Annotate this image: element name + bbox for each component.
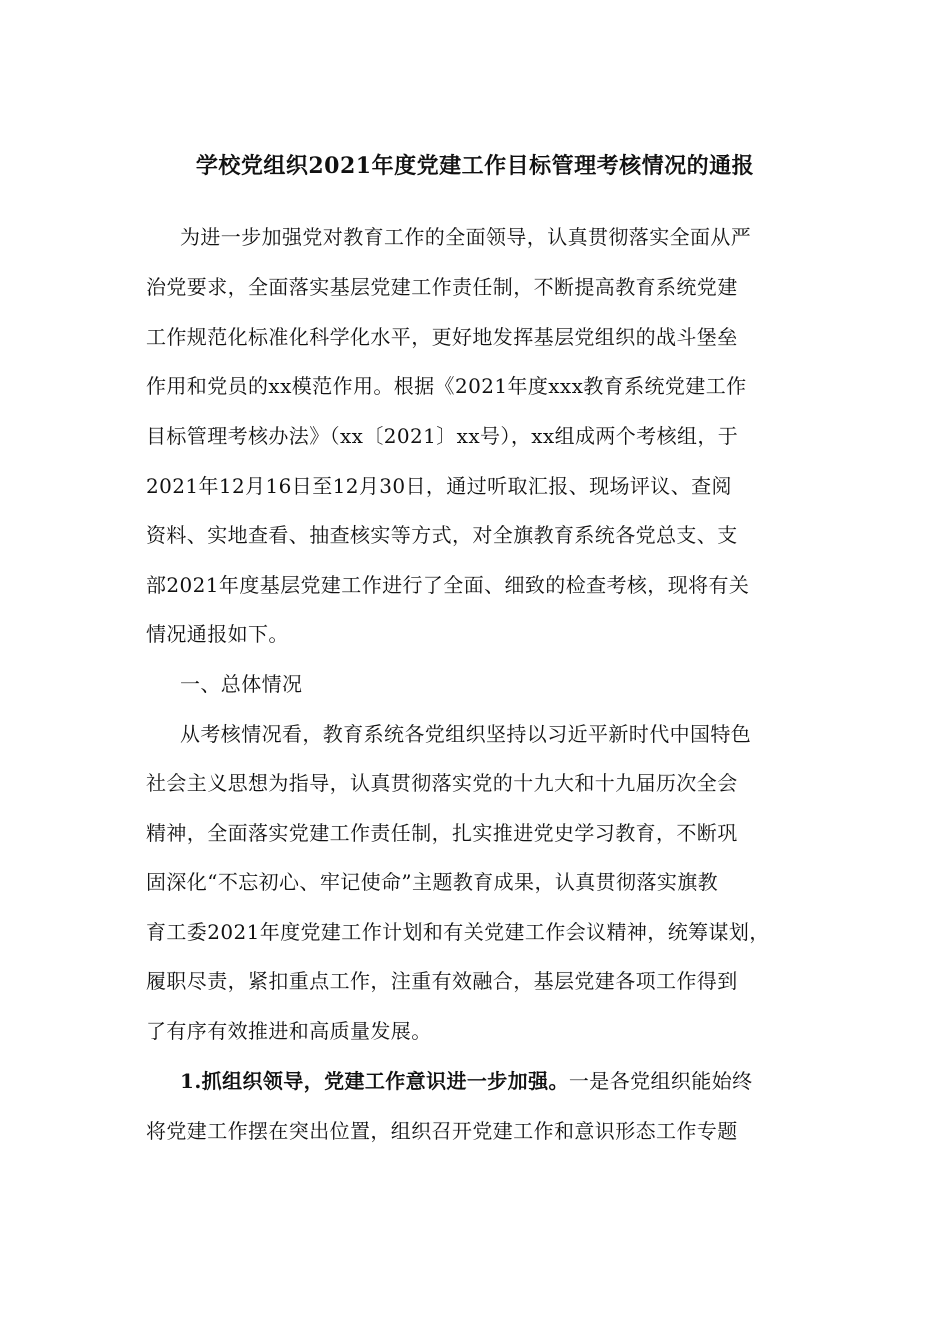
paragraph-line: 部2021年度基层党建工作进行了全面、细致的检查考核，现将有关 [146, 573, 750, 597]
item-1-line [180, 1066, 753, 1096]
section-heading: 一、总体情况 [180, 672, 303, 696]
paragraph-line: 为进一步加强党对教育工作的全面领导，认真贯彻落实全面从严 [180, 225, 752, 249]
paragraph-line: 情况通报如下。 [146, 622, 289, 646]
item-1-heading: 1.抓组织领导，党建工作意识进一步加强。 [180, 1069, 569, 1093]
paragraph-line: 资料、实地查看、抽查核实等方式，对全旗教育系统各党总支、支 [146, 523, 738, 547]
paragraph-line: 作用和党员的xx模范作用。根据《2021年度xxx教育系统党建工作 [146, 374, 747, 398]
item-1-text: 一是各党组织能始终 [568, 1069, 753, 1093]
document-title: 学校党组织2021年度党建工作目标管理考核情况的通报 [195, 153, 755, 179]
paragraph-line: 治党要求，全面落实基层党建工作责任制，不断提高教育系统党建 [146, 275, 738, 299]
paragraph-line: 育工委2021年度党建工作计划和有关党建工作会议精神，统筹谋划， [146, 920, 770, 944]
paragraph-line: 工作规范化标准化科学化水平，更好地发挥基层党组织的战斗堡垒 [146, 325, 738, 349]
paragraph-line: 社会主义思想为指导，认真贯彻落实党的十九大和十九届历次全会 [146, 771, 738, 795]
paragraph-line: 目标管理考核办法》（xx〔2021〕xx号），xx组成两个考核组，于 [146, 424, 739, 448]
paragraph-line: 将党建工作摆在突出位置，组织召开党建工作和意识形态工作专题 [146, 1119, 738, 1143]
paragraph-line: 固深化“不忘初心、牢记使命”主题教育成果，认真贯彻落实旗教 [146, 870, 719, 894]
paragraph-line: 2021年12月16日至12月30日，通过听取汇报、现场评议、查阅 [146, 474, 732, 498]
paragraph-line: 了有序有效推进和高质量发展。 [146, 1019, 432, 1043]
paragraph-line: 从考核情况看，教育系统各党组织坚持以习近平新时代中国特色 [180, 722, 752, 746]
paragraph-line: 精神，全面落实党建工作责任制，扎实推进党史学习教育，不断巩 [146, 821, 738, 845]
paragraph-line: 履职尽责，紧扣重点工作，注重有效融合，基层党建各项工作得到 [146, 969, 738, 993]
